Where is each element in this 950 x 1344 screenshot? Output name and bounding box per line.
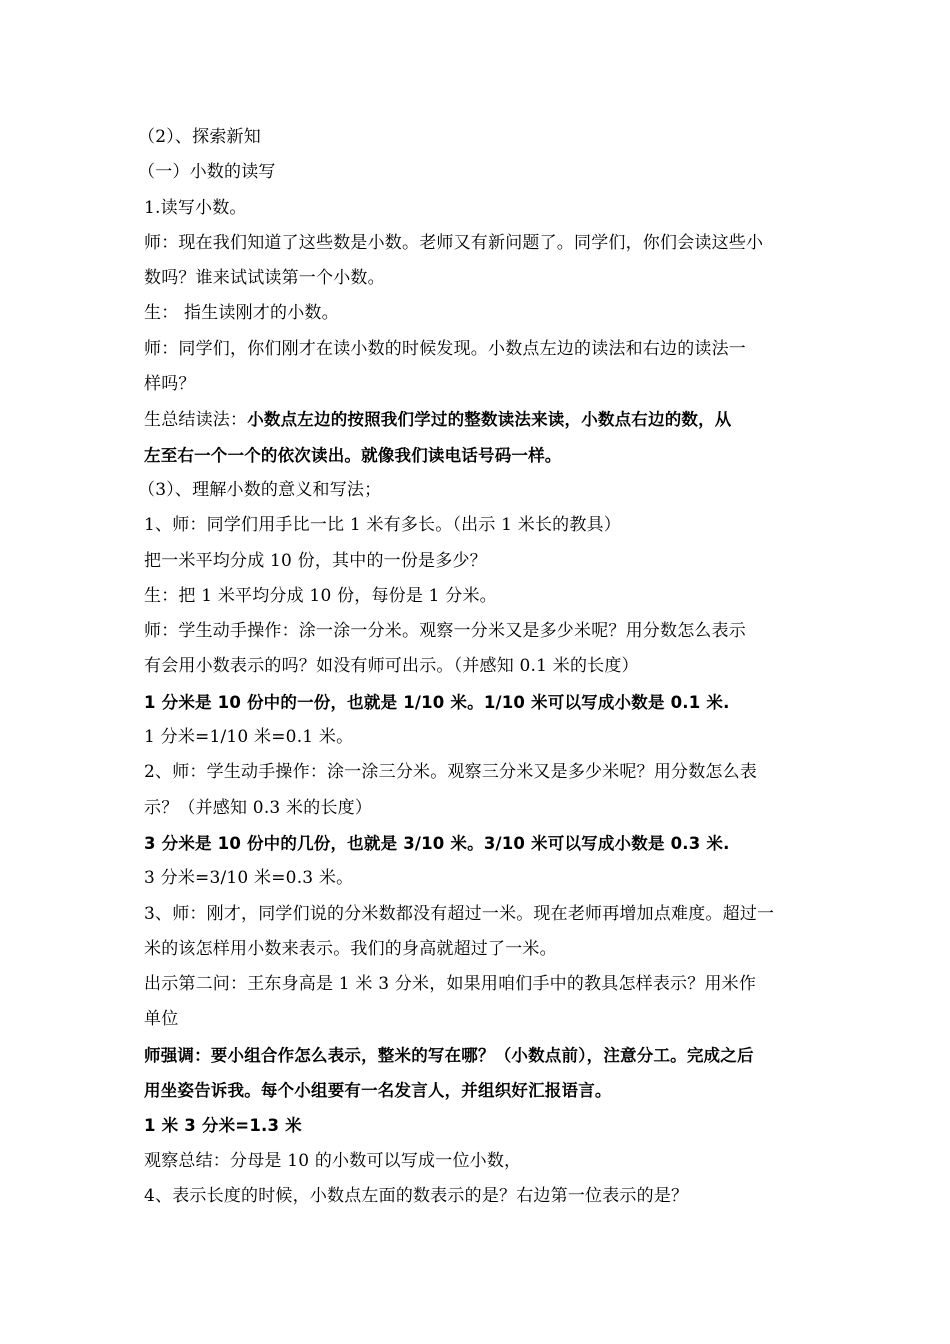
paragraph-line-bold: [144, 826, 814, 861]
paragraph-line: [144, 932, 814, 967]
line-text: 师：同学们，你们刚才在读小数的时候发现。小数点左边的读法和右边的读法一: [144, 338, 746, 359]
paragraph-line: [144, 261, 814, 296]
line-text: 把一米平均分成 10 份，其中的一份是多少？: [144, 550, 487, 571]
paragraph-line: [144, 791, 814, 826]
line-text: 生：把 1 米平均分成 10 份，每份是 1 分米。: [144, 585, 497, 606]
line-text: 生： 指生读刚才的小数。: [144, 303, 339, 324]
line-text: 2、师：学生动手操作：涂一涂三分米。观察三分米又是多少米呢？用分数怎么表: [144, 762, 758, 783]
line-text: 示？（并感知 0.3 米的长度）: [144, 797, 373, 818]
paragraph-line: [144, 508, 814, 543]
line-text: 出示第二问：王东身高是 1 米 3 分米，如果用咱们手中的教具怎样表示？用米作: [144, 974, 757, 995]
paragraph-line: [144, 296, 814, 331]
line-text: （3）、理解小数的意义和写法；: [138, 479, 382, 500]
paragraph-line: [144, 332, 814, 367]
subsection-heading-read-write: [138, 155, 814, 190]
line-text: 1.读写小数。: [144, 197, 247, 218]
line-text: （一）小数的读写: [138, 162, 276, 183]
paragraph-line: [144, 720, 814, 755]
document-body: [138, 120, 814, 1214]
line-prefix: 生总结读法：: [144, 410, 248, 431]
paragraph-line: [144, 1179, 814, 1214]
line-text: 3、师：刚才，同学们说的分米数都没有超过一米。现在老师再增加点难度。超过一: [144, 903, 775, 924]
line-text: 观察总结：分母是 10 的小数可以写成一位小数，: [144, 1150, 522, 1171]
paragraph-line: [144, 861, 814, 896]
section-heading-meaning: [138, 473, 814, 508]
line-text: 师：学生动手操作：涂一涂一分米。观察一分米又是多少米呢？用分数怎么表示: [144, 621, 746, 642]
paragraph-line: [144, 544, 814, 579]
paragraph-line-bold: [144, 1038, 814, 1073]
paragraph-line: [144, 1002, 814, 1037]
line-text: （2）、探索新知: [138, 127, 261, 147]
paragraph-line: [144, 1144, 814, 1179]
line-text: 3 分米=3/10 米=0.3 米。: [144, 868, 354, 889]
bold-text: 用坐姿告诉我。每个小组要有一名发言人，并组织好汇报语言。: [144, 1081, 612, 1101]
line-text: 米的该怎样用小数来表示。我们的身高就超过了一米。: [144, 938, 557, 959]
paragraph-line: [144, 897, 814, 932]
paragraph-line: [144, 649, 814, 684]
bold-text: 1 米 3 分米=1.3 米: [144, 1116, 302, 1136]
paragraph-line: [144, 191, 814, 226]
paragraph-line: [144, 579, 814, 614]
line-text: 样吗？: [144, 374, 196, 395]
paragraph-line: [144, 226, 814, 261]
line-text: 有会用小数表示的吗？如没有师可出示。（并感知 0.1 米的长度）: [144, 656, 639, 677]
line-text: 1 分米=1/10 米=0.1 米。: [144, 727, 354, 748]
paragraph-line: [144, 367, 814, 402]
section-heading-explore: [138, 120, 814, 155]
paragraph-line: [144, 755, 814, 790]
bold-text: 小数点左边的按照我们学过的整数读法来读，小数点右边的数，从: [247, 410, 732, 430]
paragraph-line-bold: [144, 1073, 814, 1108]
line-text: 师：现在我们知道了这些数是小数。老师又有新问题了。同学们，你们会读这些小: [144, 232, 764, 253]
paragraph-line: [144, 614, 814, 649]
paragraph-line: [144, 967, 814, 1002]
line-text: 1、师：同学们用手比一比 1 米有多长。（出示 1 米长的教具）: [144, 515, 621, 536]
bold-text: 左至右一个一个的依次读出。就像我们读电话号码一样。: [144, 445, 562, 465]
line-text: 单位: [144, 1009, 179, 1030]
bold-text: 师强调：要小组合作怎么表示，整米的写在哪？（小数点前），注意分工。完成之后: [144, 1045, 754, 1065]
paragraph-line-bold: [144, 685, 814, 720]
paragraph-line-bold: [144, 1108, 814, 1143]
bold-text: 3 分米是 10 份中的几份，也就是 3/10 米。3/10 米可以写成小数是 0.3 米.: [144, 833, 730, 853]
line-text: 4、表示长度的时候，小数点左面的数表示的是？右边第一位表示的是？: [144, 1185, 689, 1206]
bold-text: 1 分米是 10 份中的一份，也就是 1/10 米。1/10 米可以写成小数是 0.1 米.: [144, 692, 730, 712]
paragraph-line-bold: [144, 438, 814, 473]
line-text: 数吗？谁来试试读第一个小数。: [144, 268, 385, 289]
paragraph-line-summary: [144, 402, 814, 437]
